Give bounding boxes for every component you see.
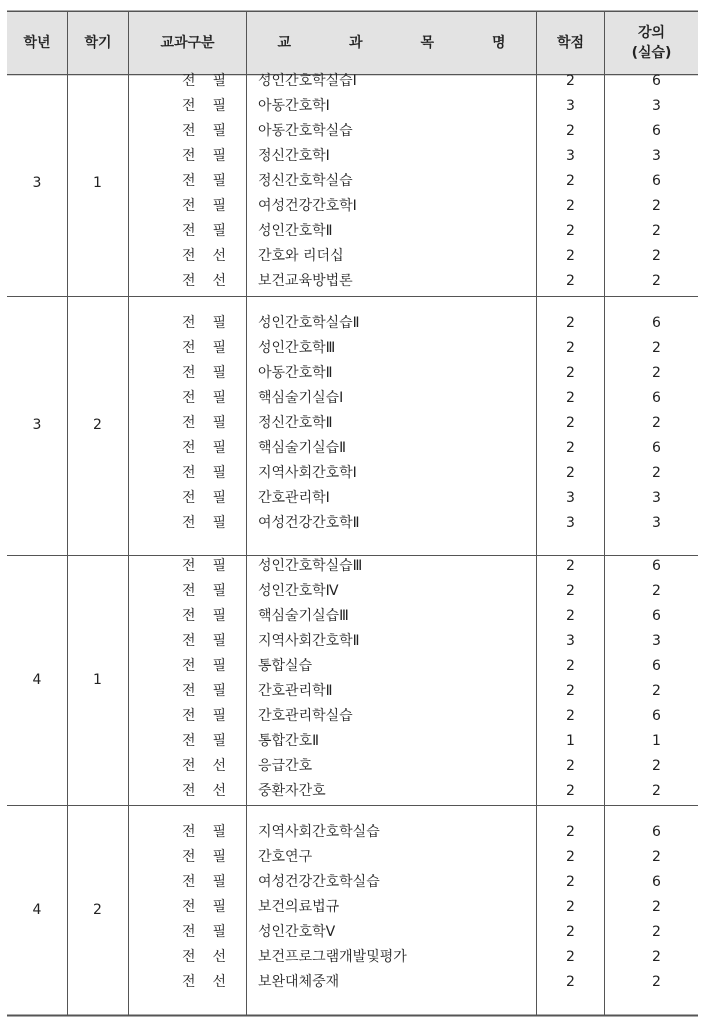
table-row — [7, 69, 698, 94]
header-category — [129, 12, 246, 74]
credits-cell: 2 — [566, 390, 575, 406]
credits-cell: 2 — [566, 608, 575, 624]
hours-cell: 6 — [652, 608, 661, 624]
hours-cell: 2 — [652, 583, 661, 599]
table-row — [7, 511, 698, 536]
hours-cell: 6 — [652, 874, 661, 890]
category-cell: 전필 — [182, 515, 244, 531]
hours-cell: 6 — [652, 315, 661, 331]
subject-name-cell: 아동간호학실습 — [258, 123, 353, 139]
credits-cell: 2 — [566, 658, 575, 674]
subject-name-cell: 성인간호학실습Ⅱ — [258, 315, 360, 331]
table-row — [7, 311, 698, 336]
subject-name-cell: 여성건강간호학Ⅱ — [258, 515, 360, 531]
category-cell: 전필 — [182, 148, 244, 164]
table-row — [7, 820, 698, 845]
semester-cell: 2 — [93, 417, 102, 433]
year-cell: 3 — [32, 417, 42, 433]
credits-cell: 2 — [566, 849, 575, 865]
subject-name-cell: 통합간호Ⅱ — [258, 733, 319, 749]
credits-cell: 2 — [566, 73, 575, 89]
subject-name-cell: 성인간호학Ⅳ — [258, 583, 339, 599]
table-row — [7, 94, 698, 119]
credits-cell: 3 — [566, 515, 575, 531]
hours-cell: 2 — [652, 415, 661, 431]
table-row — [7, 629, 698, 654]
table-row — [7, 119, 698, 144]
hours-cell: 2 — [652, 924, 661, 940]
category-cell: 전필 — [182, 899, 244, 915]
credits-cell: 2 — [566, 683, 575, 699]
header-subject-char: 명 — [492, 35, 506, 51]
hours-cell: 2 — [652, 198, 661, 214]
subject-name-cell: 응급간호 — [258, 758, 313, 774]
credits-cell: 2 — [566, 365, 575, 381]
credits-cell: 2 — [566, 824, 575, 840]
subject-name-cell: 정신간호학Ⅰ — [258, 148, 330, 164]
subject-name-cell: 아동간호학Ⅱ — [258, 365, 333, 381]
subject-name-cell: 여성건강간호학실습 — [258, 874, 380, 890]
subject-name-cell: 중환자간호 — [258, 783, 326, 799]
category-cell: 전필 — [182, 849, 244, 865]
hours-cell: 2 — [652, 974, 661, 990]
hours-cell: 6 — [652, 708, 661, 724]
table-row — [7, 244, 698, 269]
subject-name-cell: 보건의료법규 — [258, 899, 340, 915]
subject-name-cell: 핵심술기실습Ⅲ — [258, 608, 349, 624]
table-row — [7, 779, 698, 804]
hours-cell: 2 — [652, 683, 661, 699]
header-semester — [68, 12, 128, 74]
header-category-label: 교과구분 — [160, 35, 215, 51]
table-row — [7, 920, 698, 945]
subject-name-cell: 통합실습 — [258, 658, 313, 674]
subject-name-cell: 보건프로그램개발및평가 — [258, 949, 407, 965]
category-cell: 전필 — [182, 73, 244, 89]
semester-cell: 1 — [93, 672, 102, 688]
header-year-label: 학년 — [23, 35, 51, 51]
credits-cell: 2 — [566, 899, 575, 915]
hours-cell: 2 — [652, 899, 661, 915]
table-row — [7, 579, 698, 604]
table-row — [7, 554, 698, 579]
table-row — [7, 654, 698, 679]
hours-cell: 6 — [652, 73, 661, 89]
category-cell: 전필 — [182, 490, 244, 506]
category-cell: 전필 — [182, 123, 244, 139]
hours-cell: 2 — [652, 273, 661, 289]
subject-name-cell: 지역사회간호학Ⅰ — [258, 465, 357, 481]
header-subject-char: 교 — [277, 35, 291, 51]
hours-cell: 2 — [652, 949, 661, 965]
category-cell: 전필 — [182, 824, 244, 840]
category-cell: 전필 — [182, 173, 244, 189]
credits-cell: 2 — [566, 783, 575, 799]
table-row — [7, 845, 698, 870]
table-row — [7, 945, 698, 970]
table-row — [7, 486, 698, 511]
hours-cell: 3 — [652, 490, 661, 506]
table-row — [7, 219, 698, 244]
category-cell: 전필 — [182, 558, 244, 574]
category-cell: 전필 — [182, 733, 244, 749]
credits-cell: 2 — [566, 974, 575, 990]
subject-name-cell: 보건교육방법론 — [258, 273, 353, 289]
category-cell: 전선 — [182, 949, 244, 965]
credits-cell: 2 — [566, 315, 575, 331]
subject-name-cell: 지역사회간호학Ⅱ — [258, 633, 360, 649]
subject-name-cell: 성인간호학실습Ⅰ — [258, 73, 357, 89]
category-cell: 전필 — [182, 465, 244, 481]
hours-cell: 2 — [652, 248, 661, 264]
hours-cell: 6 — [652, 824, 661, 840]
category-cell: 전필 — [182, 98, 244, 114]
category-cell: 전선 — [182, 783, 244, 799]
credits-cell: 2 — [566, 465, 575, 481]
credits-cell: 2 — [566, 440, 575, 456]
header-credits-label: 학점 — [556, 35, 585, 51]
hours-cell: 6 — [652, 390, 661, 406]
table-row — [7, 461, 698, 486]
subject-name-cell: 지역사회간호학실습 — [258, 824, 380, 840]
header-subject — [247, 12, 536, 74]
category-cell: 전필 — [182, 874, 244, 890]
hours-cell: 1 — [652, 733, 661, 749]
table-row — [7, 729, 698, 754]
header-hours — [605, 12, 698, 74]
subject-name-cell: 정신간호학실습 — [258, 173, 353, 189]
credits-cell: 2 — [566, 924, 575, 940]
header-credits — [537, 12, 604, 74]
header-semester-label: 학기 — [84, 35, 112, 51]
table-row — [7, 336, 698, 361]
credits-cell: 3 — [566, 148, 575, 164]
category-cell: 전필 — [182, 315, 244, 331]
category-cell: 전필 — [182, 683, 244, 699]
category-cell: 전필 — [182, 440, 244, 456]
subject-name-cell: 핵심술기실습Ⅰ — [258, 390, 344, 406]
header-subject-char: 목 — [420, 35, 435, 51]
category-cell: 전선 — [182, 974, 244, 990]
table-row — [7, 361, 698, 386]
table-row — [7, 704, 698, 729]
category-cell: 전선 — [182, 248, 244, 264]
table-row — [7, 144, 698, 169]
hours-cell: 2 — [652, 340, 661, 356]
subject-name-cell: 성인간호학실습Ⅲ — [258, 558, 363, 574]
credits-cell: 2 — [566, 340, 575, 356]
table-row — [7, 169, 698, 194]
credits-cell: 2 — [566, 708, 575, 724]
credits-cell: 2 — [566, 558, 575, 574]
credits-cell: 2 — [566, 415, 575, 431]
hours-cell: 3 — [652, 633, 661, 649]
table-row — [7, 754, 698, 779]
credits-cell: 3 — [566, 490, 575, 506]
header-subject-char: 과 — [348, 35, 363, 51]
hours-cell: 2 — [652, 849, 661, 865]
hours-cell: 2 — [652, 783, 661, 799]
hours-cell: 3 — [652, 148, 661, 164]
category-cell: 전필 — [182, 223, 244, 239]
hours-cell: 2 — [652, 365, 661, 381]
hours-cell: 6 — [652, 440, 661, 456]
semester-cell: 1 — [93, 175, 102, 191]
hours-cell: 6 — [652, 173, 661, 189]
category-cell: 전선 — [182, 273, 244, 289]
subject-name-cell: 성인간호학Ⅱ — [258, 223, 333, 239]
subject-name-cell: 정신간호학Ⅱ — [258, 415, 333, 431]
subject-name-cell: 핵심술기실습Ⅱ — [258, 440, 347, 456]
subject-name-cell: 간호관리학Ⅱ — [258, 683, 333, 699]
table-row — [7, 436, 698, 461]
subject-name-cell: 간호관리학실습 — [258, 708, 353, 724]
table-row — [7, 386, 698, 411]
credits-cell: 3 — [566, 633, 575, 649]
credits-cell: 2 — [566, 583, 575, 599]
subject-name-cell: 간호와 리더십 — [258, 248, 344, 264]
table-row — [7, 895, 698, 920]
header-hours-line1: 강의 — [637, 25, 666, 41]
header-year — [7, 12, 67, 74]
hours-cell: 6 — [652, 658, 661, 674]
category-cell: 전필 — [182, 390, 244, 406]
year-cell: 3 — [32, 175, 42, 191]
category-cell: 전필 — [182, 198, 244, 214]
subject-name-cell: 간호관리학Ⅰ — [258, 490, 330, 506]
table-row — [7, 411, 698, 436]
category-cell: 전필 — [182, 924, 244, 940]
credits-cell: 2 — [566, 248, 575, 264]
hours-cell: 2 — [652, 223, 661, 239]
hours-cell: 6 — [652, 123, 661, 139]
credits-cell: 1 — [566, 733, 575, 749]
hours-cell: 3 — [652, 515, 661, 531]
category-cell: 전필 — [182, 708, 244, 724]
subject-name-cell: 여성건강간호학Ⅰ — [258, 198, 357, 214]
table-row — [7, 970, 698, 995]
credits-cell: 2 — [566, 758, 575, 774]
category-cell: 전필 — [182, 583, 244, 599]
category-cell: 전필 — [182, 608, 244, 624]
hours-cell: 6 — [652, 558, 661, 574]
table-row — [7, 269, 698, 294]
hours-cell: 3 — [652, 98, 661, 114]
credits-cell: 2 — [566, 874, 575, 890]
hours-cell: 2 — [652, 465, 661, 481]
category-cell: 전필 — [182, 658, 244, 674]
semester-cell: 2 — [93, 902, 102, 918]
credits-cell: 3 — [566, 98, 575, 114]
category-cell: 전필 — [182, 340, 244, 356]
year-cell: 4 — [32, 672, 42, 688]
subject-name-cell: 성인간호학Ⅲ — [258, 340, 336, 356]
year-cell: 4 — [32, 902, 42, 918]
category-cell: 전필 — [182, 633, 244, 649]
credits-cell: 2 — [566, 198, 575, 214]
table-row — [7, 604, 698, 629]
subject-name-cell: 성인간호학Ⅴ — [258, 924, 336, 940]
credits-cell: 2 — [566, 123, 575, 139]
table-row — [7, 679, 698, 704]
credits-cell: 2 — [566, 273, 575, 289]
category-cell: 전선 — [182, 758, 244, 774]
table-row — [7, 870, 698, 895]
subject-name-cell: 보완대체중재 — [258, 974, 340, 990]
table-row — [7, 194, 698, 219]
header-hours-line2: (실습) — [631, 45, 672, 61]
category-cell: 전필 — [182, 365, 244, 381]
credits-cell: 2 — [566, 949, 575, 965]
credits-cell: 2 — [566, 223, 575, 239]
category-cell: 전필 — [182, 415, 244, 431]
hours-cell: 2 — [652, 758, 661, 774]
subject-name-cell: 아동간호학Ⅰ — [258, 98, 330, 114]
credits-cell: 2 — [566, 173, 575, 189]
subject-name-cell: 간호연구 — [258, 849, 313, 865]
